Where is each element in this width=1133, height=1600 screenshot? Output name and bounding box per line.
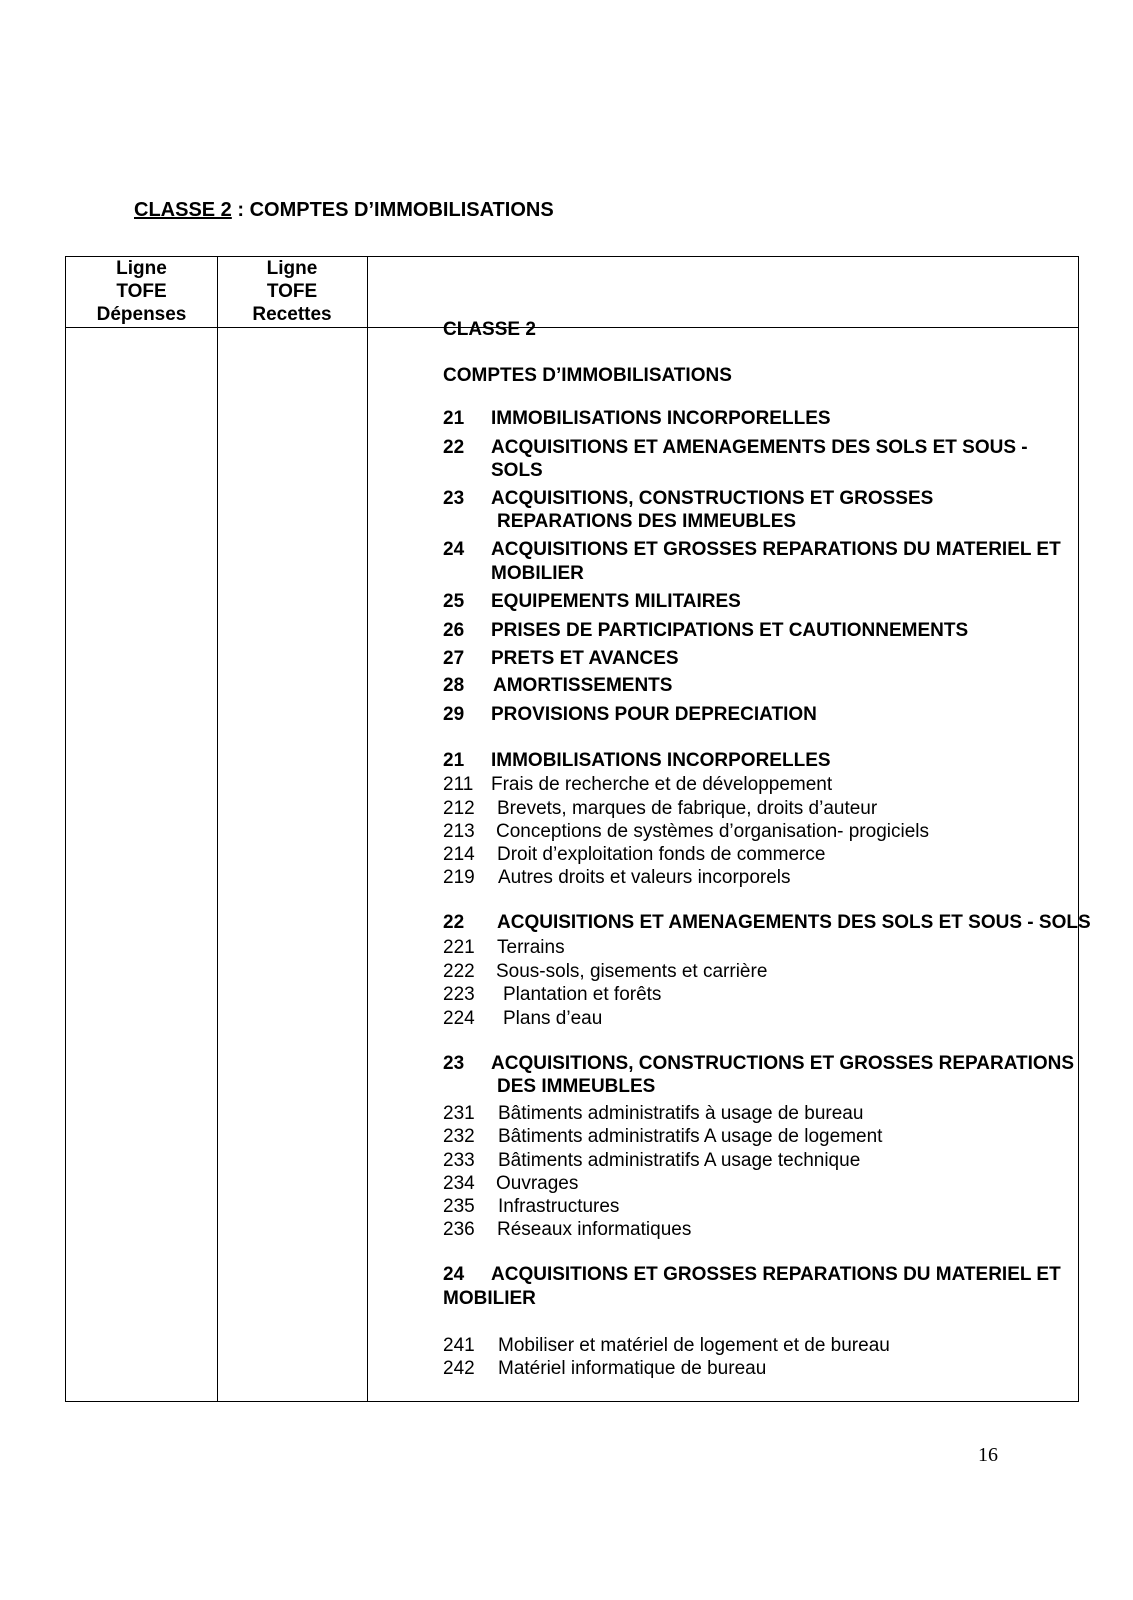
- account-row: [443, 984, 662, 1006]
- account-code: 231: [443, 1103, 475, 1124]
- account-label: Matériel informatique de bureau: [498, 1358, 767, 1379]
- account-row: [443, 867, 791, 889]
- account-label: Sous-sols, gisements et carrière: [496, 961, 768, 982]
- column-header-line: Recettes: [252, 304, 332, 325]
- section-header-continued: [443, 1288, 536, 1310]
- account-label: ACQUISITIONS ET AMENAGEMENTS DES SOLS ET SOUS - SOLS: [497, 912, 1091, 933]
- account-label: SOLS: [491, 460, 543, 481]
- account-code: 233: [443, 1150, 475, 1171]
- account-label: Brevets, marques de fabrique, droits d’auteur: [497, 798, 878, 819]
- account-code: 25: [443, 591, 465, 612]
- column-header-line: Dépenses: [96, 304, 187, 325]
- account-code: 22: [443, 912, 465, 933]
- account-code: 232: [443, 1126, 475, 1147]
- account-label: Plantation et forêts: [503, 984, 662, 1005]
- account-code: 24: [443, 539, 465, 560]
- header-divider: [66, 327, 1078, 328]
- summary-item: [443, 539, 1061, 561]
- account-code: 222: [443, 961, 475, 982]
- heading-separator: :: [231, 199, 250, 221]
- column-header-recettes: [217, 257, 367, 326]
- account-code: 23: [443, 488, 465, 509]
- account-code: 21: [443, 750, 465, 771]
- account-code: 28: [443, 675, 465, 696]
- account-label: Bâtiments administratifs A usage technique: [498, 1150, 861, 1171]
- class-title: CLASSE 2: [443, 319, 536, 340]
- account-label: MOBILIER: [443, 1288, 536, 1309]
- account-label: Plans d’eau: [503, 1008, 603, 1029]
- account-label: Autres droits et valeurs incorporels: [498, 867, 791, 888]
- page-number: 16: [978, 1444, 998, 1466]
- column-header-line: TOFE: [266, 281, 318, 302]
- account-code: 242: [443, 1358, 475, 1379]
- column-divider: [217, 257, 218, 1401]
- account-row: [443, 1103, 864, 1125]
- account-row: [443, 961, 768, 983]
- account-row: [443, 821, 930, 843]
- account-label: PROVISIONS POUR DEPRECIATION: [491, 704, 817, 725]
- account-label: ACQUISITIONS ET GROSSES REPARATIONS DU MATERIEL ET: [491, 1264, 1061, 1285]
- class-subtitle: COMPTES D’IMMOBILISATIONS: [443, 365, 732, 386]
- summary-item: [443, 591, 741, 613]
- account-code: 219: [443, 867, 475, 888]
- account-row: [443, 937, 565, 959]
- account-code: 235: [443, 1196, 475, 1217]
- page-heading: [134, 199, 554, 222]
- account-row: [443, 1219, 692, 1241]
- column-header-line: Ligne: [266, 258, 318, 279]
- account-label: Bâtiments administratifs A usage de logement: [498, 1126, 883, 1147]
- summary-item: [443, 704, 817, 726]
- account-label: REPARATIONS DES IMMEUBLES: [497, 511, 797, 532]
- account-code: 22: [443, 437, 465, 458]
- account-code: 236: [443, 1219, 475, 1240]
- account-row: [443, 1008, 603, 1030]
- summary-item: [443, 620, 969, 642]
- account-row: [443, 1173, 579, 1195]
- account-label: Droit d’exploitation fonds de commerce: [497, 844, 826, 865]
- account-code: 213: [443, 821, 475, 842]
- column-header-line: Ligne: [116, 258, 167, 279]
- account-row: [443, 844, 826, 866]
- column-divider: [367, 257, 368, 1401]
- account-code: 27: [443, 648, 465, 669]
- account-label: ACQUISITIONS, CONSTRUCTIONS ET GROSSES REPARATIONS: [491, 1053, 1075, 1074]
- account-label: Conceptions de systèmes d’organisation- progiciels: [496, 821, 930, 842]
- account-code: 223: [443, 984, 475, 1005]
- summary-item: [443, 408, 831, 430]
- summary-item: [443, 648, 679, 670]
- account-code: 23: [443, 1053, 465, 1074]
- column-header-depenses: [66, 257, 217, 326]
- section-header-24: [443, 1264, 1061, 1286]
- account-label: Ouvrages: [496, 1173, 579, 1194]
- account-code: 29: [443, 704, 465, 725]
- account-row: [443, 1335, 890, 1357]
- section-header-21: [443, 750, 831, 772]
- section-header-22: [443, 912, 1091, 934]
- summary-item: [443, 437, 1028, 459]
- account-label: ACQUISITIONS ET GROSSES REPARATIONS DU MATERIEL ET: [491, 539, 1061, 560]
- account-label: IMMOBILISATIONS INCORPORELLES: [491, 408, 831, 429]
- summary-item: [443, 675, 673, 697]
- account-label: Infrastructures: [498, 1196, 620, 1217]
- account-code: 24: [443, 1264, 465, 1285]
- account-label: ACQUISITIONS, CONSTRUCTIONS ET GROSSES: [491, 488, 934, 509]
- account-label: MOBILIER: [491, 563, 584, 584]
- account-code: 212: [443, 798, 475, 819]
- account-label: Terrains: [497, 937, 565, 958]
- heading-title: COMPTES D’IMMOBILISATIONS: [249, 199, 554, 221]
- account-label: IMMOBILISATIONS INCORPORELLES: [491, 750, 831, 771]
- account-label: DES IMMEUBLES: [497, 1076, 656, 1097]
- account-code: 224: [443, 1008, 475, 1029]
- account-label: PRISES DE PARTICIPATIONS ET CAUTIONNEMENTS: [491, 620, 969, 641]
- account-label: PRETS ET AVANCES: [491, 648, 679, 669]
- accounts-table: [65, 256, 1091, 1402]
- account-row: [443, 1358, 767, 1380]
- account-label: Mobiliser et matériel de logement et de bureau: [498, 1335, 890, 1356]
- section-header-23: [443, 1053, 1075, 1075]
- summary-item: [443, 488, 934, 510]
- column-header-line: TOFE: [116, 281, 167, 302]
- account-row: [443, 798, 878, 820]
- account-label: Bâtiments administratifs à usage de bureau: [498, 1103, 864, 1124]
- account-code: 214: [443, 844, 475, 865]
- account-code: 221: [443, 937, 475, 958]
- account-code: 241: [443, 1335, 475, 1356]
- account-code: 234: [443, 1173, 475, 1194]
- heading-class-label: CLASSE 2: [134, 199, 232, 221]
- account-row: [443, 1196, 620, 1218]
- account-row: [443, 1126, 883, 1148]
- account-label: Frais de recherche et de développement: [491, 774, 833, 795]
- account-label: ACQUISITIONS ET AMENAGEMENTS DES SOLS ET SOUS -: [491, 437, 1028, 458]
- account-code: 211: [443, 774, 474, 795]
- account-label: EQUIPEMENTS MILITAIRES: [491, 591, 741, 612]
- account-label: Réseaux informatiques: [497, 1219, 692, 1240]
- account-code: 21: [443, 408, 465, 429]
- account-label: AMORTISSEMENTS: [493, 675, 673, 696]
- account-code: 26: [443, 620, 465, 641]
- account-row: [443, 1150, 861, 1172]
- account-row: [443, 774, 833, 796]
